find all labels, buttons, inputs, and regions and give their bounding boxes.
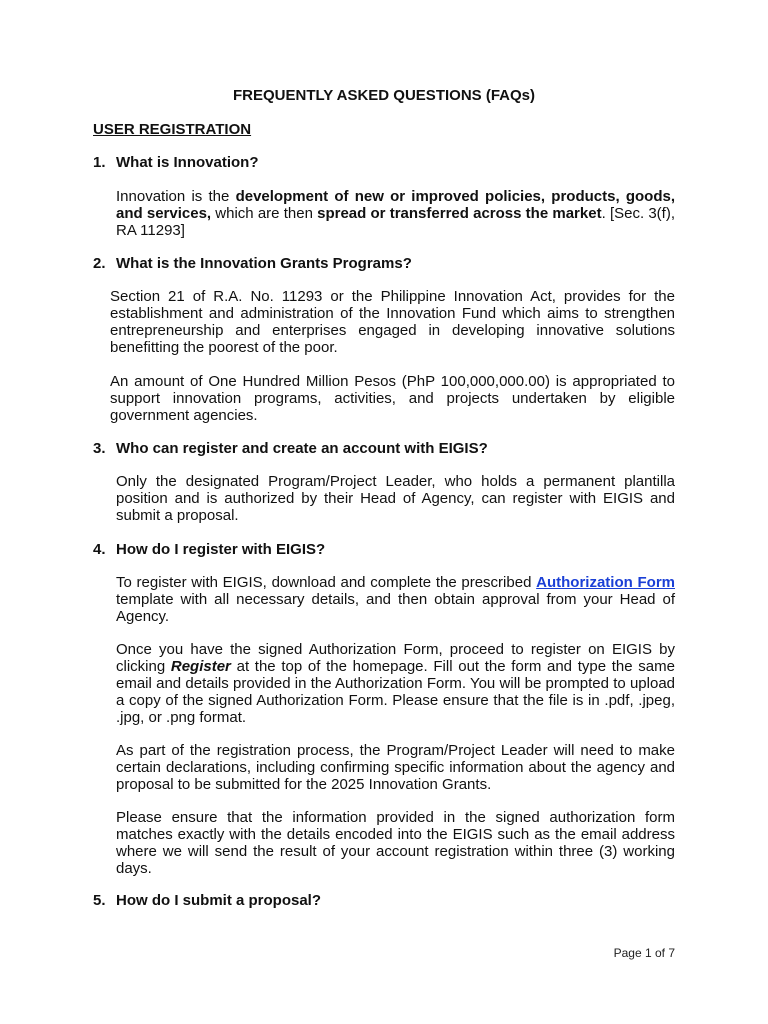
faq-answer-1 <box>116 188 675 239</box>
authorization-form-link[interactable]: Authorization Form <box>536 574 675 591</box>
question-number: 4. <box>93 541 106 558</box>
faq-question-2 <box>93 255 412 273</box>
faq-answer-4-paragraph-1 <box>116 574 675 625</box>
answer-emphasis: development of new or improved policies, products, goods, and services, <box>116 188 675 222</box>
question-text: What is the Innovation Grants Programs? <box>116 255 412 272</box>
question-text: Who can register and create an account with EIGIS? <box>116 440 488 457</box>
question-text: What is Innovation? <box>116 154 259 171</box>
faq-answer-4-paragraph-4: Please ensure that the information provided in the signed authorization form matches exactly with the details encoded into the EIGIS such as the email address where we will send the result of your account registration within three (3) working days. <box>116 809 675 877</box>
question-number: 3. <box>93 440 106 457</box>
faq-answer-4-paragraph-2 <box>116 641 675 726</box>
answer-text: Innovation is the <box>116 188 236 205</box>
answer-text: To register with EIGIS, download and complete the prescribed <box>116 574 537 591</box>
answer-text: template with all necessary details, and then obtain approval from your Head of Agency. <box>116 591 675 625</box>
register-emphasis: Register <box>170 658 231 675</box>
faq-answer-2-paragraph-1: Section 21 of R.A. No. 11293 or the Philippine Innovation Act, provides for the establishment and administration of the Innovation Fund which aims to strengthen entrepreneurship and enterprises engaged in developing innovative solutions benefitting the poorest of the poor. <box>110 288 675 356</box>
faq-question-5 <box>93 892 321 910</box>
page-number: Page 1 of 7 <box>613 946 675 960</box>
answer-text: . [Sec. 3(f), RA 11293] <box>116 205 675 239</box>
question-text: How do I register with EIGIS? <box>116 541 326 558</box>
answer-text: which are then <box>211 205 318 222</box>
answer-emphasis: spread or transferred across the market <box>317 205 602 222</box>
question-number: 2. <box>93 255 106 272</box>
question-number: 5. <box>93 892 106 909</box>
question-number: 1. <box>93 154 106 171</box>
answer-text: at the top of the homepage. Fill out the form and type the same email and details provided in the Authorization Form. You will be prompted to upload a copy of the signed Authorization Form. Please ensure that the file is in .pdf, .jpeg, .jpg, or .png format. <box>116 658 675 726</box>
faq-question-1 <box>93 154 259 172</box>
section-heading-user-registration: USER REGISTRATION <box>93 121 252 138</box>
document-title: FREQUENTLY ASKED QUESTIONS (FAQs) <box>233 87 535 104</box>
faq-question-4 <box>93 541 325 559</box>
faq-answer-2-paragraph-2: An amount of One Hundred Million Pesos (PhP 100,000,000.00) is appropriated to support innovation programs, activities, and projects undertaken by eligible government agencies. <box>110 373 675 424</box>
question-text: How do I submit a proposal? <box>116 892 322 909</box>
answer-text: Once you have the signed Authorization Form, proceed to register on EIGIS by clicking <box>116 641 675 675</box>
faq-answer-3: Only the designated Program/Project Leader, who holds a permanent plantilla position and is authorized by their Head of Agency, can register with EIGIS and submit a proposal. <box>116 473 675 524</box>
faq-question-3 <box>93 440 488 458</box>
faq-answer-4-paragraph-3: As part of the registration process, the Program/Project Leader will need to make certain declarations, including confirming specific information about the agency and proposal to be submitted for the 2025 Innovation Grants. <box>116 742 675 793</box>
